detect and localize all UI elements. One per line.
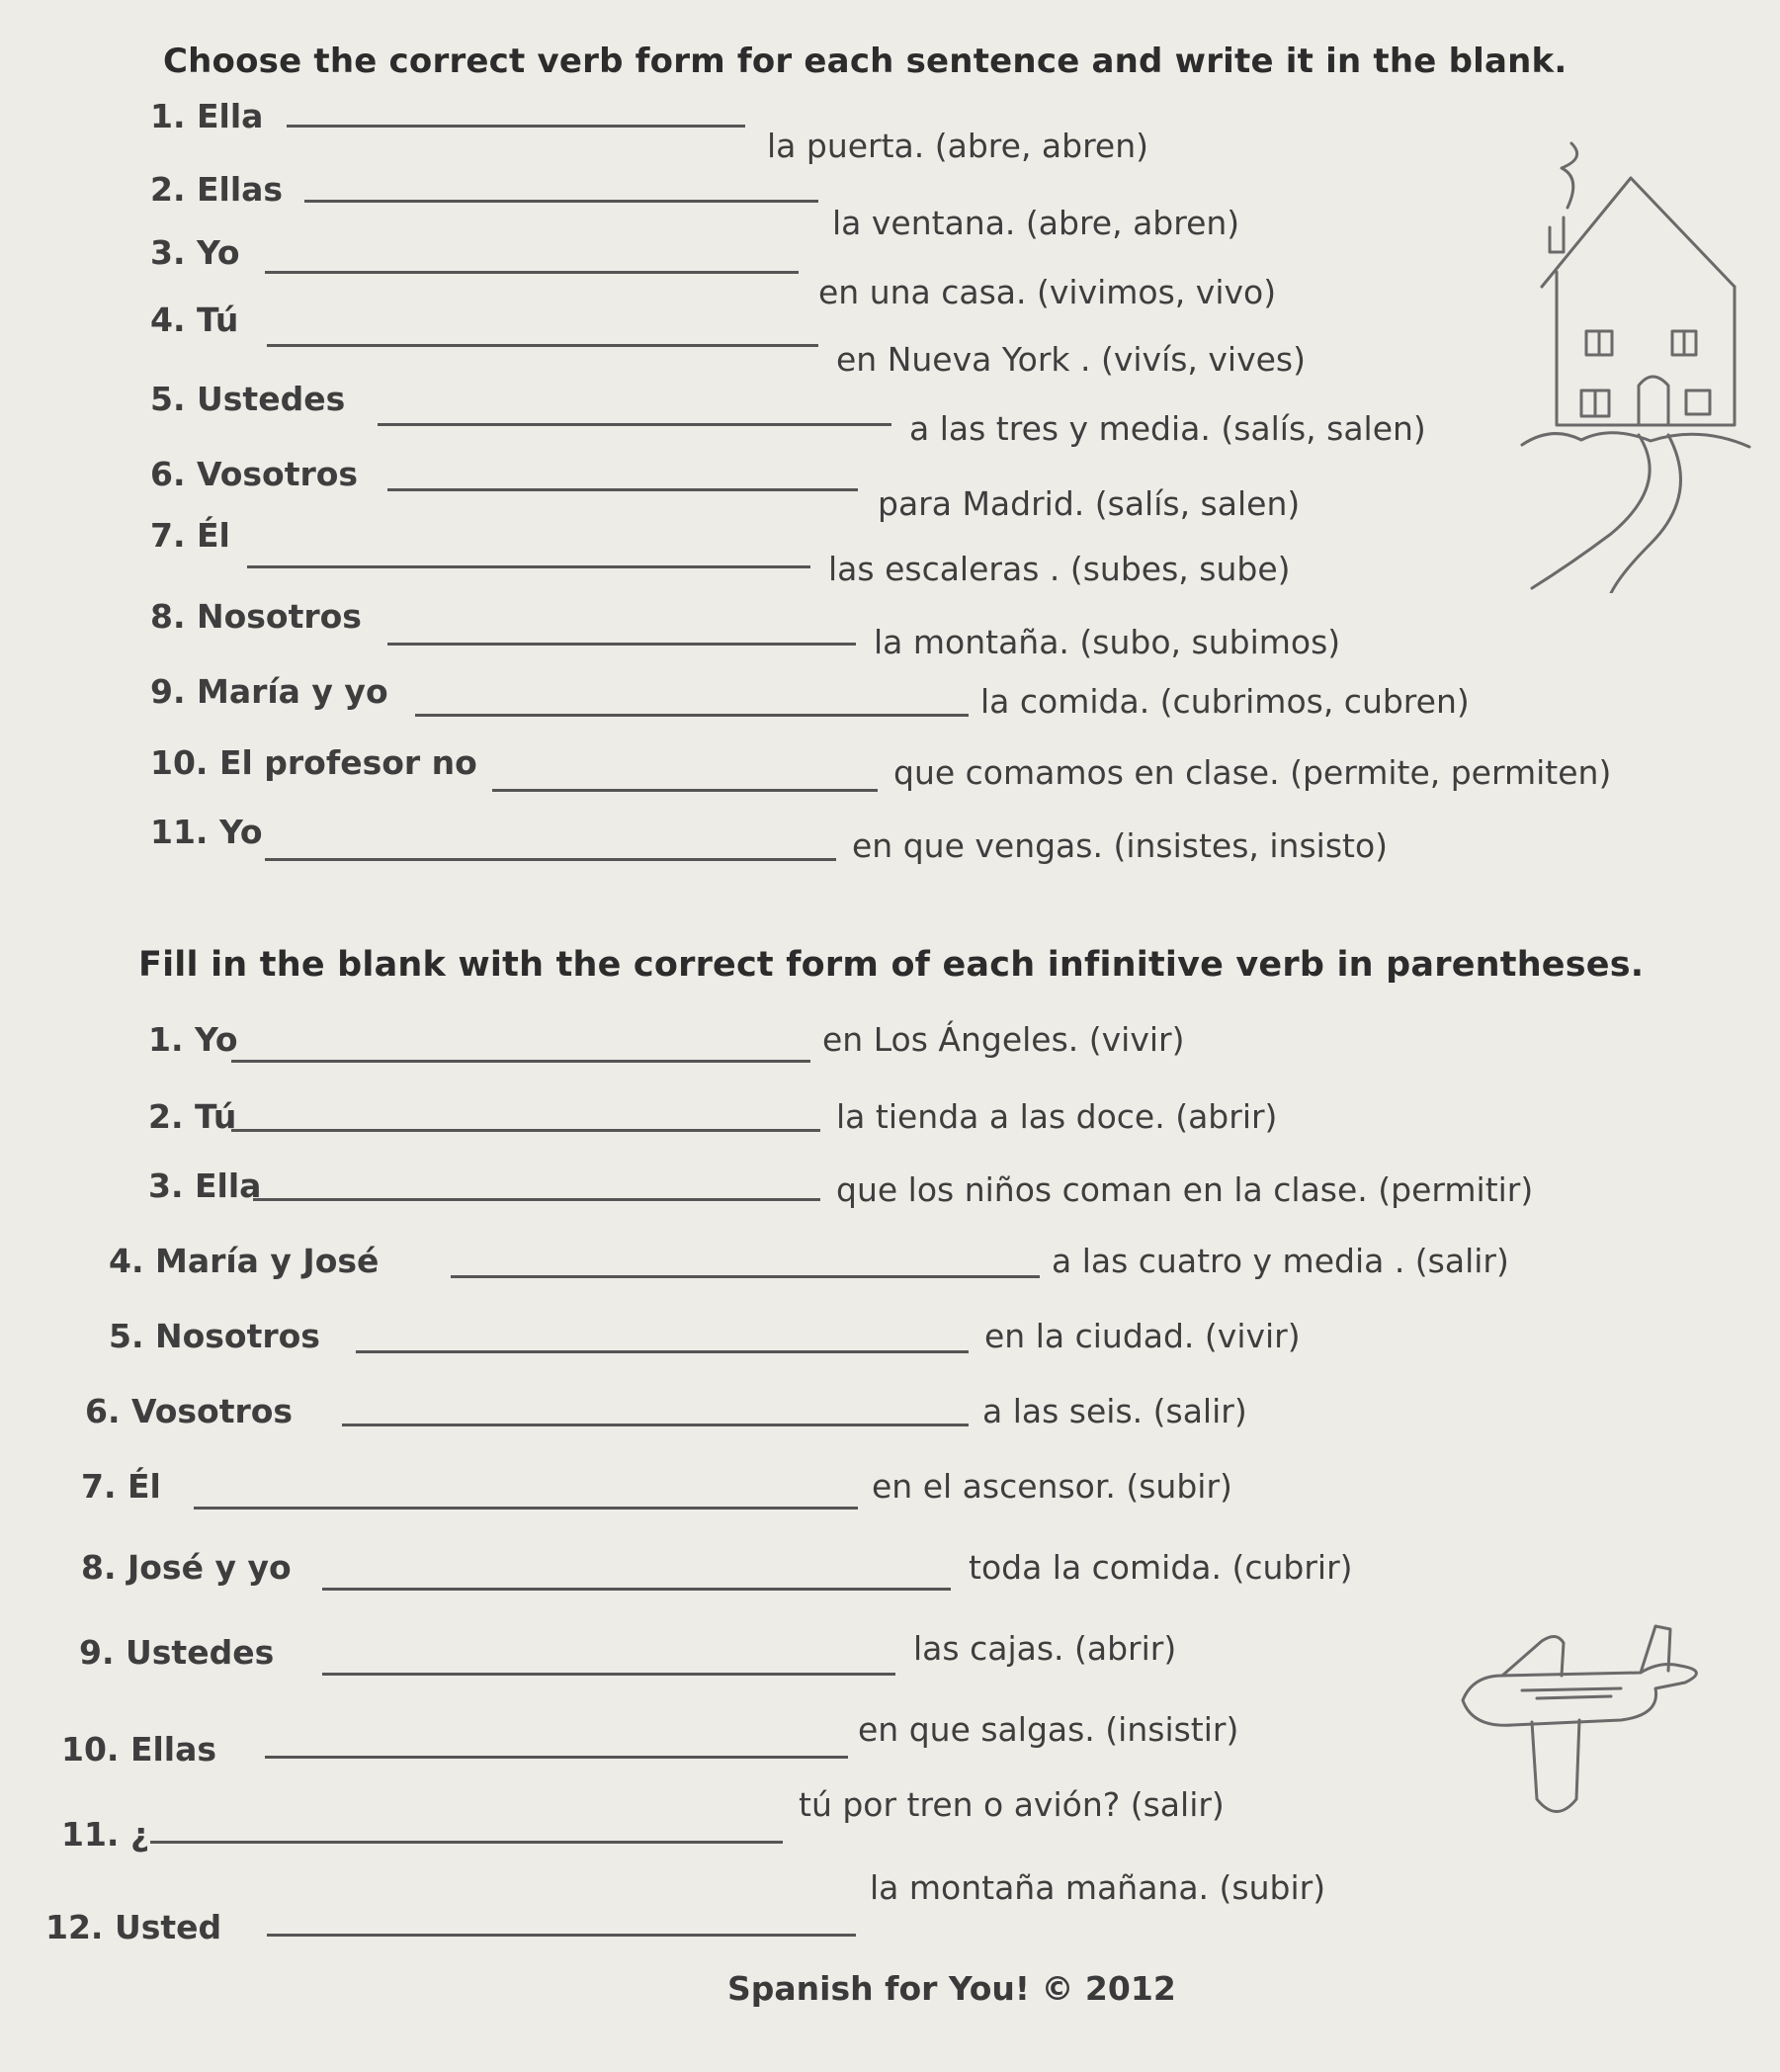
- s2-blank-4[interactable]: [451, 1275, 1040, 1278]
- s2-rest-10: en que salgas. (insistir): [858, 1710, 1239, 1749]
- s2-rest-2: la tienda a las doce. (abrir): [836, 1097, 1278, 1136]
- s1-subject-2: 2. Ellas: [150, 170, 284, 209]
- s2-subject-1: 1. Yo: [148, 1020, 238, 1059]
- s2-blank-12[interactable]: [267, 1934, 856, 1937]
- s1-rest-2: la ventana. (abre, abren): [832, 204, 1240, 242]
- s1-rest-1: la puerta. (abre, abren): [767, 127, 1149, 165]
- s2-blank-11[interactable]: [150, 1841, 783, 1844]
- s1-rest-4: en Nueva York . (vivís, vives): [836, 340, 1307, 379]
- s1-subject-4: 4. Tú: [150, 301, 239, 339]
- s1-item-9: [0, 672, 1780, 732]
- s2-item-6: [0, 1392, 1780, 1451]
- copyright-footer: Spanish for You! © 2012: [727, 1969, 1176, 2008]
- s1-rest-10: que comamos en clase. (permite, permiten): [893, 753, 1612, 792]
- s1-subject-1: 1. Ella: [150, 97, 264, 135]
- s1-blank-3[interactable]: [265, 271, 799, 274]
- s2-item-1: [0, 1020, 1780, 1079]
- s2-rest-9: las cajas. (abrir): [913, 1629, 1177, 1668]
- section1-heading: Choose the correct verb form for each sentence and write it in the blank.: [163, 42, 1568, 81]
- s2-subject-2: 2. Tú: [148, 1097, 237, 1136]
- s2-rest-3: que los niños coman en la clase. (permitir): [836, 1170, 1534, 1209]
- s1-subject-11: 11. Yo: [150, 813, 263, 851]
- s1-blank-6[interactable]: [387, 488, 858, 491]
- s2-blank-2[interactable]: [231, 1129, 820, 1132]
- s1-rest-5: a las tres y media. (salís, salen): [909, 409, 1426, 448]
- s1-blank-11[interactable]: [265, 858, 836, 861]
- s2-blank-8[interactable]: [322, 1588, 951, 1591]
- s2-subject-6: 6. Vosotros: [85, 1392, 294, 1430]
- s2-rest-7: en el ascensor. (subir): [872, 1467, 1232, 1506]
- s1-item-8: [0, 597, 1780, 661]
- s1-item-11: [0, 813, 1780, 872]
- s2-item-8: [0, 1548, 1780, 1607]
- s2-rest-4: a las cuatro y media . (salir): [1052, 1242, 1509, 1280]
- s1-blank-8[interactable]: [387, 643, 856, 646]
- s2-blank-10[interactable]: [265, 1756, 848, 1759]
- s1-subject-9: 9. María y yo: [150, 672, 388, 711]
- s1-blank-4[interactable]: [267, 344, 818, 347]
- s1-subject-6: 6. Vosotros: [150, 455, 359, 493]
- s2-subject-11: 11. ¿: [61, 1815, 150, 1854]
- s2-subject-4: 4. María y José: [109, 1242, 380, 1280]
- s2-item-4: [0, 1242, 1780, 1301]
- s2-subject-9: 9. Ustedes: [79, 1633, 275, 1672]
- s2-item-5: [0, 1317, 1780, 1376]
- airplane-drawing-icon: [1443, 1621, 1720, 1849]
- s1-blank-1[interactable]: [287, 125, 745, 128]
- s2-rest-11: tú por tren o avión? (salir): [799, 1785, 1225, 1824]
- s1-subject-5: 5. Ustedes: [150, 380, 346, 418]
- s2-blank-3[interactable]: [253, 1198, 820, 1201]
- s2-item-3: [0, 1166, 1780, 1226]
- s2-subject-12: 12. Usted: [45, 1908, 222, 1946]
- s1-blank-10[interactable]: [492, 789, 878, 792]
- s2-blank-5[interactable]: [356, 1350, 969, 1353]
- s2-subject-10: 10. Ellas: [61, 1730, 217, 1769]
- s1-subject-8: 8. Nosotros: [150, 597, 362, 636]
- s1-rest-11: en que vengas. (insistes, insisto): [852, 826, 1389, 865]
- s1-rest-3: en una casa. (vivimos, vivo): [818, 273, 1277, 311]
- s1-subject-7: 7. Él: [150, 516, 230, 555]
- s1-blank-9[interactable]: [415, 714, 969, 717]
- s2-subject-3: 3. Ella: [148, 1166, 262, 1205]
- s1-rest-9: la comida. (cubrimos, cubren): [980, 682, 1470, 721]
- section2-heading: Fill in the blank with the correct form of each infinitive verb in parentheses.: [138, 945, 1645, 985]
- s1-item-10: [0, 743, 1780, 803]
- s1-rest-8: la montaña. (subo, subimos): [874, 623, 1341, 661]
- house-drawing-icon: [1502, 138, 1759, 593]
- s2-blank-1[interactable]: [231, 1060, 810, 1063]
- s2-item-12: [0, 1868, 1780, 1946]
- s2-subject-8: 8. José y yo: [81, 1548, 292, 1587]
- s2-rest-1: en Los Ángeles. (vivir): [822, 1020, 1185, 1059]
- s2-rest-5: en la ciudad. (vivir): [984, 1317, 1301, 1355]
- s2-blank-9[interactable]: [322, 1673, 895, 1676]
- s1-blank-7[interactable]: [247, 565, 810, 568]
- s1-subject-10: 10. El profesor no: [150, 743, 477, 782]
- s1-blank-2[interactable]: [304, 200, 818, 203]
- s2-rest-12: la montaña mañana. (subir): [870, 1868, 1326, 1907]
- s2-rest-8: toda la comida. (cubrir): [969, 1548, 1353, 1587]
- s1-subject-3: 3. Yo: [150, 233, 240, 272]
- s1-rest-7: las escaleras . (subes, sube): [828, 550, 1291, 588]
- s1-blank-5[interactable]: [378, 423, 891, 426]
- s2-subject-7: 7. Él: [81, 1467, 161, 1506]
- s2-subject-5: 5. Nosotros: [109, 1317, 320, 1355]
- s2-blank-6[interactable]: [342, 1424, 969, 1426]
- s2-item-2: [0, 1097, 1780, 1157]
- s2-rest-6: a las seis. (salir): [982, 1392, 1247, 1430]
- s2-blank-7[interactable]: [194, 1507, 858, 1510]
- s2-item-7: [0, 1467, 1780, 1526]
- s1-rest-6: para Madrid. (salís, salen): [878, 484, 1301, 523]
